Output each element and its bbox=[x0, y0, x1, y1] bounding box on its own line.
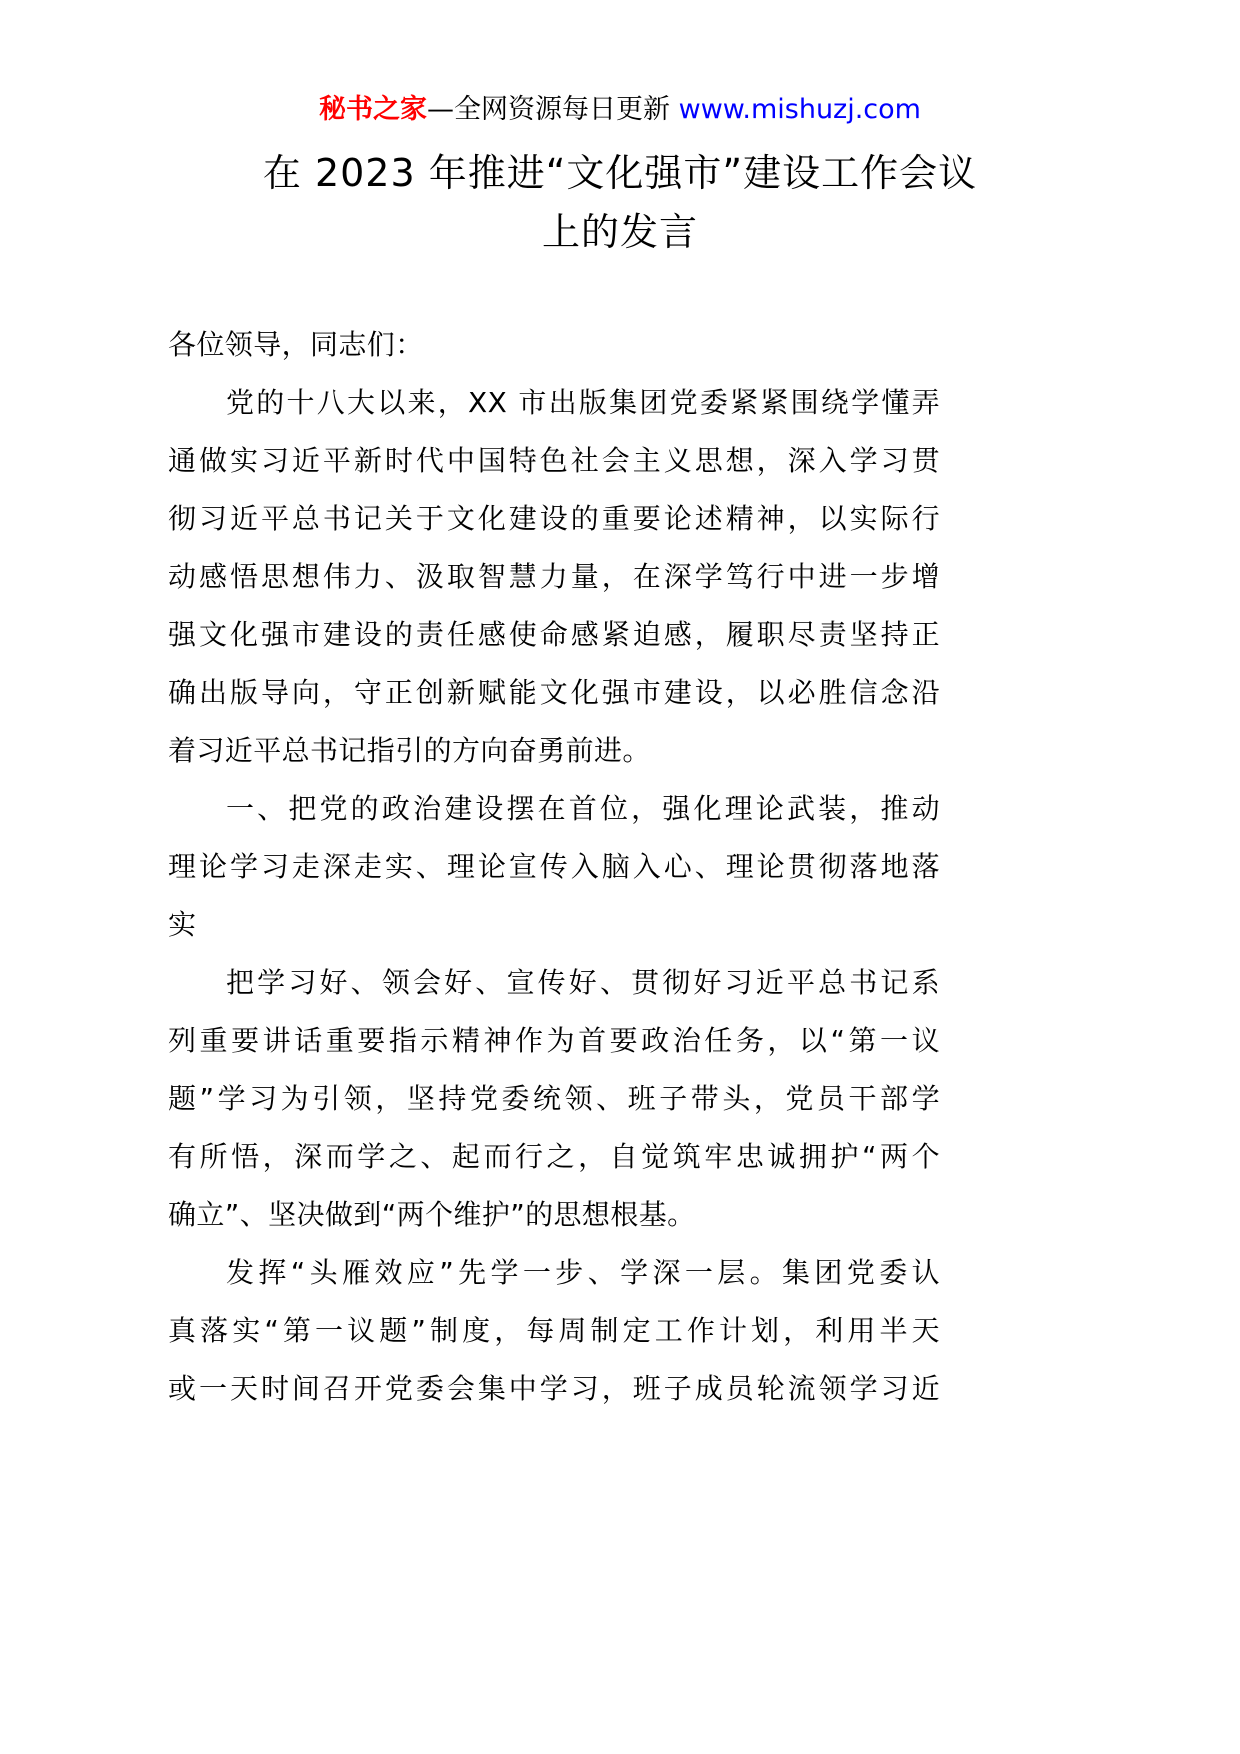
paragraph-line: 党的十八大以来，XX 市出版集团党委紧紧围绕学懂弄 bbox=[226, 386, 940, 419]
paragraph-line: 有所悟，深而学之、起而行之，自觉筑牢忠诚拥护“两个 bbox=[168, 1140, 940, 1173]
paragraph-line: 着习近平总书记指引的方向奋勇前进。 bbox=[168, 734, 651, 767]
paragraph-line: 确出版导向，守正创新赋能文化强市建设，以必胜信念沿 bbox=[168, 676, 940, 709]
paragraph-line: 动感悟思想伟力、汲取智慧力量，在深学笃行中进一步增 bbox=[168, 560, 940, 593]
paragraph-line: 题”学习为引领，坚持党委统领、班子带头，党员干部学 bbox=[168, 1082, 940, 1115]
heading-line: 一、把党的政治建设摆在首位，强化理论武装，推动 bbox=[226, 792, 940, 825]
heading-line: 实 bbox=[168, 908, 197, 941]
document-title-line-1: 在 2023 年推进“文化强市”建设工作会议 bbox=[262, 151, 978, 195]
salutation: 各位领导，同志们： bbox=[168, 328, 424, 361]
paragraph-line: 强文化强市建设的责任感使命感紧迫感，履职尽责坚持正 bbox=[168, 618, 940, 651]
paragraph-line: 把学习好、领会好、宣传好、贯彻好习近平总书记系 bbox=[226, 966, 940, 999]
banner-slogan: —全网资源每日更新 bbox=[427, 94, 671, 125]
paragraph-line: 确立”、坚决做到“两个维护”的思想根基。 bbox=[168, 1198, 696, 1231]
site-banner bbox=[0, 92, 1240, 128]
paragraph-line: 发挥“头雁效应”先学一步、学深一层。集团党委认 bbox=[226, 1256, 940, 1289]
heading-line: 理论学习走深走实、理论宣传入脑入心、理论贯彻落地落 bbox=[168, 850, 940, 883]
paragraph-line: 列重要讲话重要指示精神作为首要政治任务，以“第一议 bbox=[168, 1024, 940, 1057]
document-title-line-2: 上的发言 bbox=[541, 210, 698, 254]
paragraph-line: 或一天时间召开党委会集中学习，班子成员轮流领学习近 bbox=[168, 1372, 940, 1405]
paragraph-line: 通做实习近平新时代中国特色社会主义思想，深入学习贯 bbox=[168, 444, 940, 477]
paragraph-line: 彻习近平总书记关于文化建设的重要论述精神，以实际行 bbox=[168, 502, 940, 535]
paragraph-line: 真落实“第一议题”制度，每周制定工作计划，利用半天 bbox=[168, 1314, 940, 1347]
banner-site-link[interactable]: www.mishuzj.com bbox=[678, 94, 921, 125]
banner-brand: 秘书之家 bbox=[319, 94, 428, 125]
